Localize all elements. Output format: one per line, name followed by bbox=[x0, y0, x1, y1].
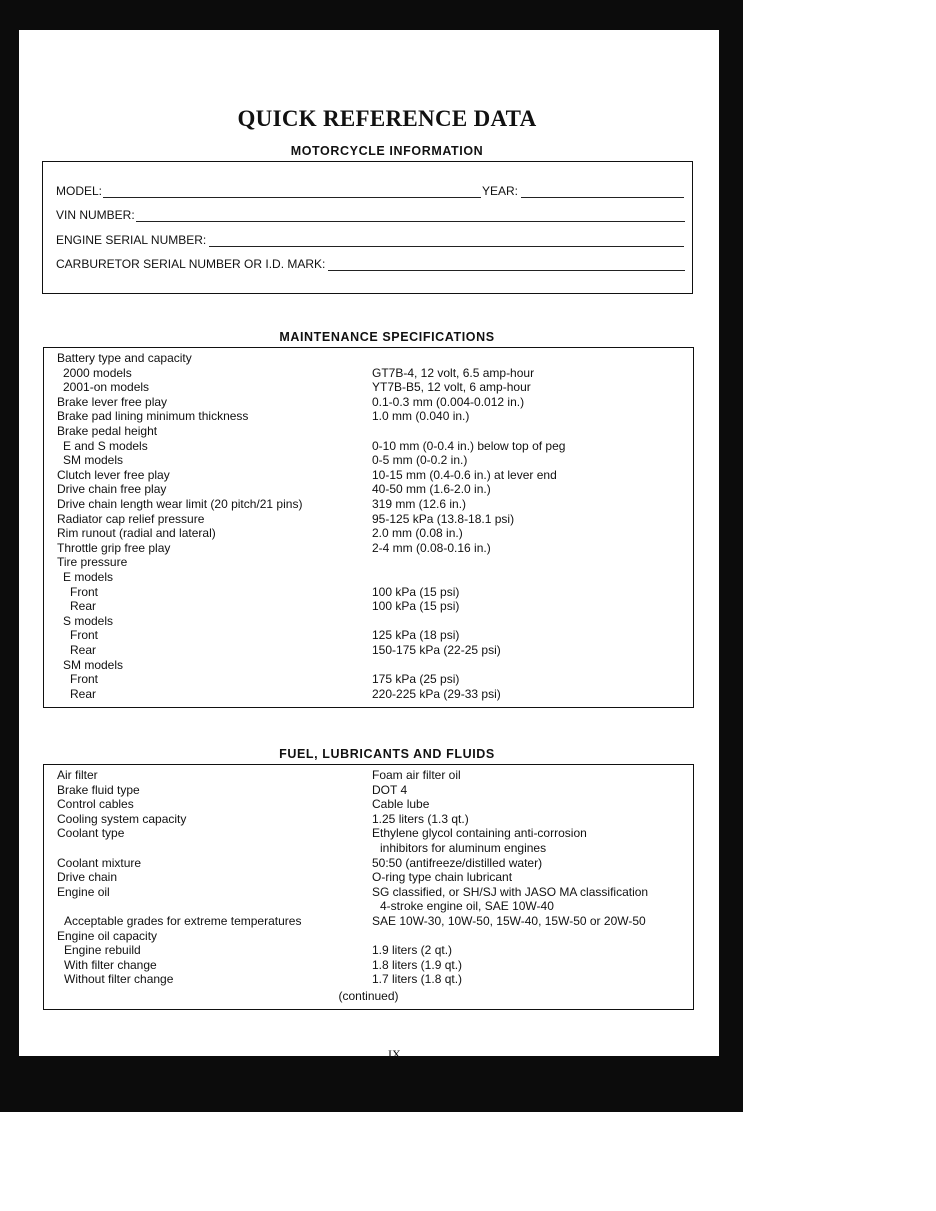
table-row: Rear 100 kPa (15 psi) bbox=[70, 599, 460, 614]
table-row: Cooling system capacity 1.25 liters (1.3 qt.) bbox=[57, 811, 469, 826]
table-row: E and S models 0-10 mm (0-0.4 in.) below top of peg bbox=[63, 438, 566, 453]
table-row: SM models 0-5 mm (0-0.2 in.) bbox=[63, 453, 468, 468]
model-label: MODEL: bbox=[56, 184, 103, 198]
table-row: With filter change 1.8 liters (1.9 qt.) bbox=[64, 957, 463, 972]
table-row: Front 125 kPa (18 psi) bbox=[70, 628, 460, 643]
table-row: Coolant type Ethylene glycol containing anti-corrosion bbox=[57, 826, 587, 841]
maintenance-heading: MAINTENANCE SPECIFICATIONS bbox=[279, 330, 495, 344]
table-row: Brake fluid type DOT 4 bbox=[57, 782, 408, 797]
maintenance-table bbox=[43, 347, 694, 708]
carb-serial-field[interactable] bbox=[328, 270, 685, 271]
motorcycle-info-heading: MOTORCYCLE INFORMATION bbox=[290, 144, 484, 158]
model-field[interactable] bbox=[103, 197, 481, 198]
motorcycle-info-box bbox=[42, 161, 693, 294]
table-row: Battery type and capacity bbox=[57, 351, 192, 365]
document-page bbox=[19, 30, 719, 1061]
table-row: Acceptable grades for extreme temperatures SAE 10W-30, 10W-50, 15W-40, 15W-50 or 20W-50 bbox=[64, 914, 646, 928]
table-row: Coolant mixture 50:50 (antifreeze/distilled water) bbox=[57, 855, 543, 870]
fuel-heading: FUEL, LUBRICANTS AND FLUIDS bbox=[279, 747, 495, 761]
table-row: Tire pressure bbox=[57, 555, 128, 570]
fuel-table bbox=[43, 764, 694, 1010]
vin-label: VIN NUMBER: bbox=[56, 208, 135, 222]
table-row: inhibitors for aluminum engines bbox=[380, 841, 547, 855]
table-row: Air filter Foam air filter oil bbox=[57, 768, 461, 782]
table-row: Rear 220-225 kPa (29-33 psi) bbox=[70, 686, 501, 701]
engine-serial-label: ENGINE SERIAL NUMBER: bbox=[56, 233, 207, 247]
vin-field[interactable] bbox=[136, 221, 685, 222]
table-row: Rim runout (radial and lateral) 2.0 mm (0.08 in.) bbox=[57, 526, 463, 541]
table-row: Front 100 kPa (15 psi) bbox=[70, 584, 460, 599]
year-field[interactable] bbox=[521, 197, 684, 198]
table-row: 4-stroke engine oil, SAE 10W-40 bbox=[380, 899, 554, 914]
page-title: QUICK REFERENCE DATA bbox=[237, 106, 537, 131]
table-row: Engine rebuild 1.9 liters (2 qt.) bbox=[64, 943, 453, 958]
table-row: Drive chain O-ring type chain lubricant bbox=[57, 870, 513, 885]
table-row: Drive chain free play 40-50 mm (1.6-2.0 in.) bbox=[57, 482, 491, 497]
table-row: 2001-on models YT7B-B5, 12 volt, 6 amp-hour bbox=[63, 380, 531, 395]
table-row: Radiator cap relief pressure 95-125 kPa (13.8-18.1 psi) bbox=[57, 511, 515, 526]
table-row: Clutch lever free play 10-15 mm (0.4-0.6 in.) at lever end bbox=[57, 467, 557, 482]
table-row: S models bbox=[63, 613, 114, 628]
table-row: Engine oil SG classified, or SH/SJ with JASO MA classification bbox=[57, 884, 649, 899]
carb-serial-label: CARBURETOR SERIAL NUMBER OR I.D. MARK: bbox=[56, 257, 326, 271]
table-row: Brake pedal height bbox=[57, 424, 158, 438]
table-row: Rear 150-175 kPa (22-25 psi) bbox=[70, 643, 501, 657]
table-row: E models bbox=[63, 570, 114, 584]
table-row: Brake pad lining minimum thickness 1.0 mm (0.040 in.) bbox=[57, 409, 470, 424]
continued-note: (continued) bbox=[338, 989, 399, 1003]
table-row: Control cables Cable lube bbox=[57, 797, 430, 812]
table-row: Without filter change 1.7 liters (1.8 qt.) bbox=[64, 972, 463, 987]
page-number: IX bbox=[388, 1047, 401, 1061]
table-row: Engine oil capacity bbox=[57, 928, 158, 943]
engine-serial-field[interactable] bbox=[209, 246, 684, 247]
table-row: SM models bbox=[63, 657, 124, 672]
table-row: 2000 models GT7B-4, 12 volt, 6.5 amp-hour bbox=[63, 365, 535, 380]
table-row: Drive chain length wear limit (20 pitch/21 pins) 319 mm (12.6 in.) bbox=[57, 497, 467, 511]
year-label: YEAR: bbox=[482, 184, 519, 198]
table-row: Throttle grip free play 2-4 mm (0.08-0.16 in.) bbox=[57, 540, 491, 555]
table-row: Brake lever free play 0.1-0.3 mm (0.004-0.012 in.) bbox=[57, 394, 525, 409]
table-row: Front 175 kPa (25 psi) bbox=[70, 672, 460, 687]
